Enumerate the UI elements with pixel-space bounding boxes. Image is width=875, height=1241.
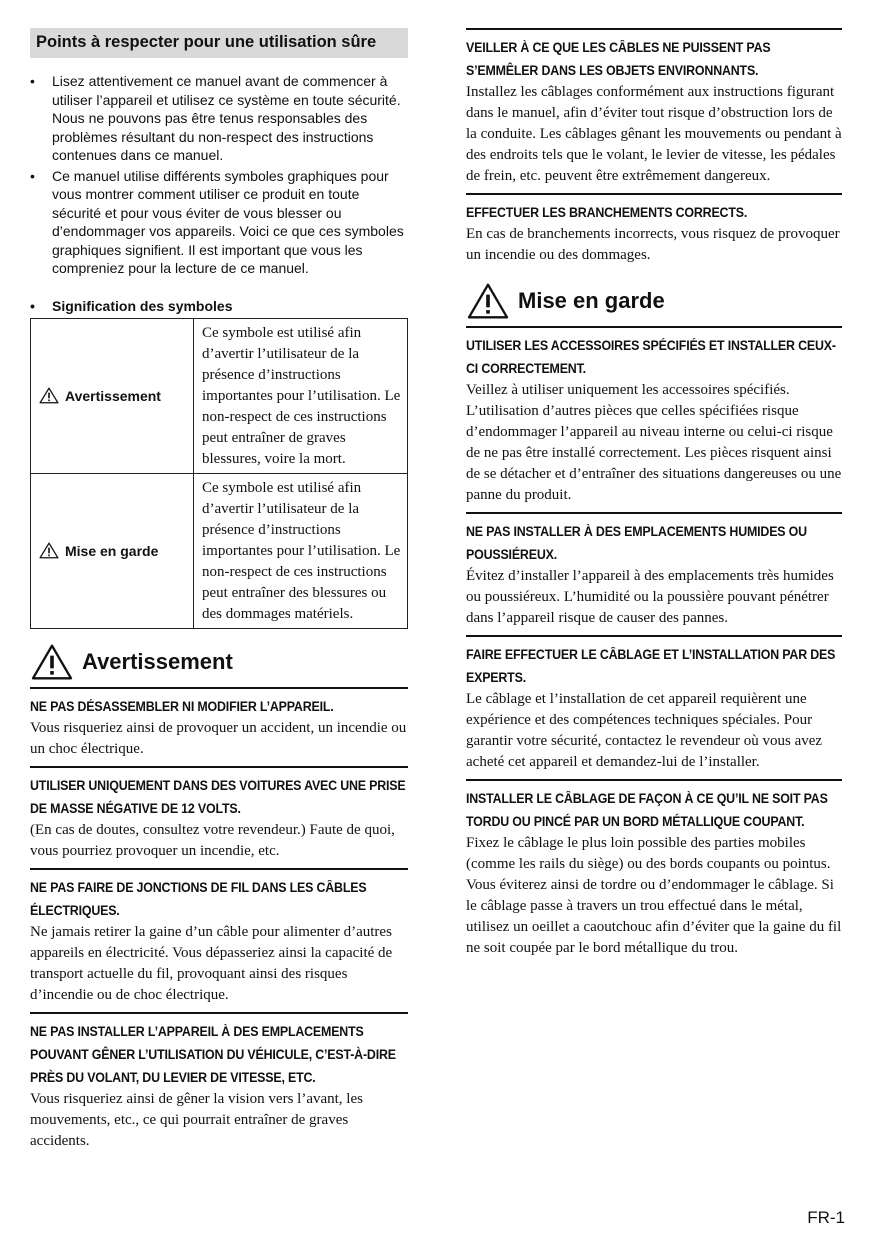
- bullet-mark: •: [30, 297, 35, 314]
- warning-item: [30, 868, 408, 1006]
- intro-bullet-text: Ce manuel utilise différents symboles graphiques pour vous montrer comment utiliser ce produit en toute sécurité et pour vous éviter de vous blesser ou d’endommager vos appareils. Voici ce que ces symboles graphiques signifient. Il est important que vous les compreniez pour la lecture de ce manuel.: [52, 167, 404, 276]
- caution-item-title: UTILISER LES ACCESSOIRES SPÉCIFIÉS ET INSTALLER CEUX-CI CORRECTEMENT.: [466, 338, 836, 376]
- right-column: [466, 28, 842, 965]
- symbol-label: Mise en garde: [65, 543, 159, 559]
- section-title: Points à respecter pour une utilisation sûre: [30, 28, 408, 58]
- warning-item-body: Installez les câblages conformément aux instructions figurant dans le manuel, afin d’éviter tout risque d’obstruction lors de la conduite. Les câblages gênant les mouvements ou pendant à des endroits tels que le volant, le levier de vitesse, les pédales de frein, etc. peuvent être extrêmement dangereux.: [466, 84, 842, 184]
- warning-item: [30, 1012, 408, 1152]
- symbols-title-text: Signification des symboles: [52, 297, 233, 314]
- warning-triangle-icon: [30, 643, 74, 681]
- symbol-label-cell: [31, 473, 194, 628]
- symbols-table: [30, 318, 408, 629]
- warning-item-title: NE PAS INSTALLER L’APPAREIL À DES EMPLACEMENTS POUVANT GÊNER L’UTILISATION DU VÉHICULE, C’EST-À-DIRE PRÈS DU VOLANT, DU LEVIER DE VITESSE, ETC.: [30, 1023, 396, 1085]
- warning-item-title: NE PAS FAIRE DE JONCTIONS DE FIL DANS LES CÂBLES ÉLECTRIQUES.: [30, 879, 367, 918]
- warning-item-title: VEILLER À CE QUE LES CÂBLES NE PUISSENT PAS S’EMMÊLER DANS LES OBJETS ENVIRONNANTS.: [466, 40, 771, 78]
- page-number: FR-1: [807, 1208, 845, 1227]
- warning-item: [466, 193, 842, 266]
- intro-bullet-text: Lisez attentivement ce manuel avant de commencer à utiliser l’appareil et utilisez ce système en toute sécurité. Nous ne pouvons pas être tenus responsables des problèmes résultant du non-respect des instructions contenues dans ce manuel.: [52, 73, 401, 163]
- caution-item-title: FAIRE EFFECTUER LE CÂBLAGE ET L’INSTALLATION PAR DES EXPERTS.: [466, 647, 836, 685]
- warning-heading: [30, 643, 408, 681]
- intro-bullet-2: [30, 167, 408, 278]
- warning-triangle-icon: [39, 387, 59, 404]
- warning-item-body: Vous risqueriez ainsi de gêner la vision vers l’avant, les mouvements, etc., ce qui pourrait entraîner de graves accidents.: [30, 1090, 363, 1149]
- warning-item: [466, 28, 842, 187]
- symbols-row-warning: [31, 318, 408, 473]
- caution-triangle-icon: [466, 282, 510, 320]
- caution-item: [466, 512, 842, 629]
- caution-item: [466, 635, 842, 773]
- caution-item: [466, 326, 842, 506]
- left-column: [30, 28, 408, 1158]
- symbol-label: Avertissement: [65, 388, 161, 404]
- bullet-mark: •: [30, 167, 35, 184]
- warning-item-body: En cas de branchements incorrects, vous risquez de provoquer un incendie ou des dommages.: [466, 226, 840, 263]
- caution-item-body: Fixez le câblage le plus loin possible des parties mobiles (comme les rails du siège) ou des bords coupants ou pointus. Vous éviterez ainsi de tordre ou d’endommager le câblage. Si le câblage passe à travers un trou effectué dans le métal, utilisez un oeillet a caoutchouc afin d’éviter que la gaine du fil ne soit coupée par le bord métallique du trou.: [466, 835, 842, 956]
- intro-bullets: [30, 72, 408, 278]
- caution-heading-text: Mise en garde: [518, 288, 665, 313]
- warning-item-body: (En cas de doutes, consultez votre revendeur.) Faute de quoi, vous pourriez provoquer un incendie, etc.: [30, 821, 395, 859]
- symbols-row-caution: [31, 473, 408, 628]
- intro-bullet-1: [30, 72, 408, 165]
- warning-item: [30, 687, 408, 760]
- symbol-label-cell: [31, 318, 194, 473]
- caution-item-body: Veillez à utiliser uniquement les accessoires spécifiés. L’utilisation d’autres pièces que celles spécifiées risque d’endommager l’appareil au niveau interne ou celui-ci risque de ne pas être installé correctement. Les pièces risquent ainsi de se détacher et d’entraîner des situations dangereuses ou une panne du produit.: [466, 382, 842, 503]
- caution-item-body: Le câblage et l’installation de cet appareil requièrent une expérience et des compétences techniques spéciales. Pour garantir votre sécurité, contactez le revendeur où vous avez acheté cet appareil et demandez-lui de l’installer.: [466, 691, 823, 770]
- caution-item-body: Évitez d’installer l’appareil à des emplacements très humides ou poussiéreux. L’humidité ou la poussière pouvant pénétrer dans l’appareil risque de causer des pannes.: [466, 568, 834, 626]
- warning-item-title: NE PAS DÉSASSEMBLER NI MODIFIER L’APPAREIL.: [30, 698, 334, 714]
- warning-heading-text: Avertissement: [82, 648, 233, 674]
- caution-triangle-icon: [39, 542, 59, 559]
- symbol-description: Ce symbole est utilisé afin d’avertir l’utilisateur de la présence d’instructions importantes pour l’utilisation. Le non-respect de ces instructions peut entraîner de graves blessures, voire la mort.: [194, 318, 408, 473]
- caution-heading: [466, 282, 842, 320]
- caution-item: [466, 779, 842, 959]
- symbol-description: Ce symbole est utilisé afin d’avertir l’utilisateur de la présence d’instructions importantes pour l’utilisation. Le non-respect de ces instructions peut entraîner des blessures ou des dommages matériels.: [194, 473, 408, 628]
- symbols-title: [30, 298, 408, 314]
- warning-item-title: EFFECTUER LES BRANCHEMENTS CORRECTS.: [466, 205, 748, 220]
- bullet-mark: •: [30, 73, 35, 89]
- caution-item-title: INSTALLER LE CÂBLAGE DE FAÇON À CE QU’IL NE SOIT PAS TORDU OU PINCÉ PAR UN BORD MÉTALLIQUE COUPANT.: [466, 791, 828, 829]
- warning-item: [30, 766, 408, 862]
- warning-item-title: UTILISER UNIQUEMENT DANS DES VOITURES AVEC UNE PRISE DE MASSE NÉGATIVE DE 12 VOLTS.: [30, 777, 406, 816]
- warning-item-body: Ne jamais retirer la gaine d’un câble pour alimenter d’autres appareils en électricité. Vous dépasseriez ainsi la capacité de transport actuelle du fil, provoquant ainsi des risques d’incendie ou de choc électrique.: [30, 923, 393, 1003]
- warning-item-body: Vous risqueriez ainsi de provoquer un accident, un incendie ou un choc électrique.: [30, 719, 407, 757]
- caution-item-title: NE PAS INSTALLER À DES EMPLACEMENTS HUMIDES OU POUSSIÉREUX.: [466, 524, 807, 562]
